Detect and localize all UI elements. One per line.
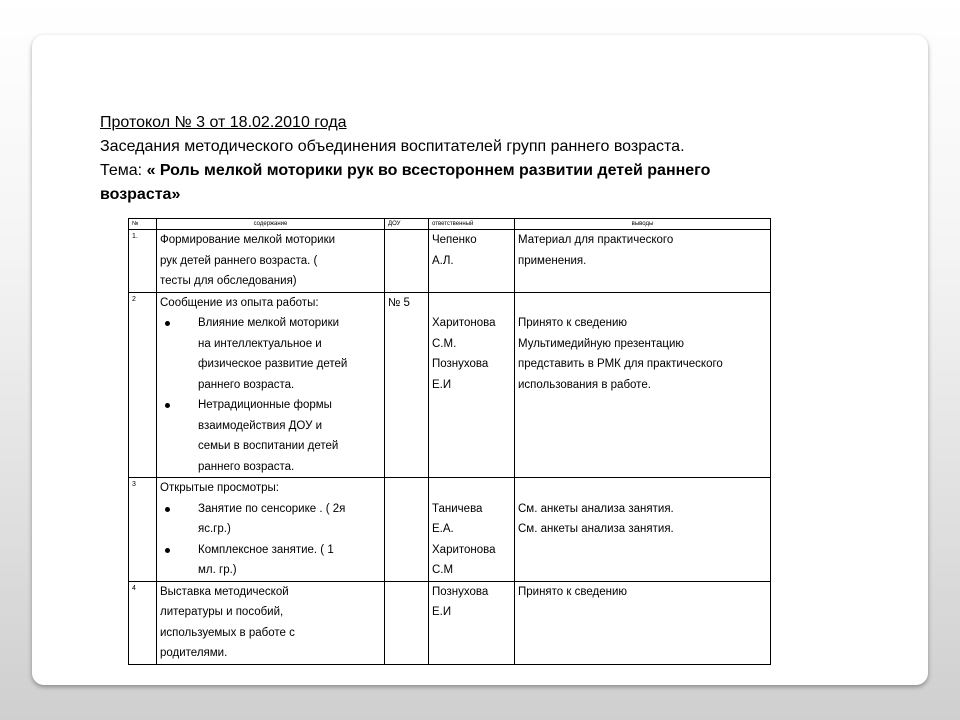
responsible-line: Харитонова	[432, 317, 496, 329]
bullet-line: физическое развитие детей	[198, 358, 348, 370]
conclusion-line: Мультимедийную презентацию	[518, 337, 685, 350]
bullet-line: мл. гр.)	[198, 564, 237, 576]
bullet-icon	[165, 548, 170, 553]
bullet-line: Занятие по сенсорике . ( 2я	[198, 502, 346, 515]
bullet-line: Влияние мелкой моторики	[198, 317, 340, 329]
table-row	[129, 581, 771, 664]
content-line: Формирование мелкой моторики	[160, 234, 336, 246]
table-row	[129, 292, 771, 478]
bullet-list	[160, 499, 381, 581]
responsible-line: Е.И	[432, 378, 452, 391]
responsible-line: Е.И	[432, 606, 452, 618]
bullet-icon	[165, 321, 170, 326]
responsible-line: С.М.	[432, 337, 457, 350]
content-intro: Сообщение из опыта работы:	[160, 296, 319, 309]
content-line: тесты для обследования)	[160, 275, 297, 287]
row-responsible	[429, 292, 515, 478]
topic-text-1: « Роль мелкой моторики рук во всестороннем развитии детей раннего	[146, 162, 711, 179]
protocol-table	[128, 218, 771, 665]
row-content	[157, 230, 385, 293]
topic-prefix: Тема:	[100, 162, 147, 179]
header-num: №	[129, 219, 157, 230]
list-item	[160, 540, 381, 581]
list-item	[160, 395, 381, 477]
bullet-line: семьи в воспитании детей	[198, 440, 339, 452]
conclusion-line: Принято к сведению	[518, 585, 627, 598]
responsible-line: Е.А.	[432, 523, 454, 535]
content-line: Выставка методической	[160, 585, 289, 598]
row-conclusions	[515, 581, 771, 664]
row-number: 2	[129, 292, 157, 478]
header-content: содержание	[157, 219, 385, 230]
topic-line	[100, 159, 860, 183]
row-conclusions	[515, 292, 771, 478]
row-dou	[385, 230, 429, 293]
conclusion-line: См. анкеты анализа занятия.	[518, 523, 674, 535]
row-responsible	[429, 581, 515, 664]
responsible-line: С.М	[432, 564, 454, 576]
content-line: рук детей раннего возраста. (	[160, 254, 318, 267]
bullet-line: Комплексное занятие. ( 1	[198, 543, 334, 556]
row-number: 1.	[129, 230, 157, 293]
table-header-row	[129, 219, 771, 230]
responsible-line: Познухова	[432, 585, 489, 598]
bullet-line: взаимодействия ДОУ и	[198, 419, 323, 432]
conclusion-line: См. анкеты анализа занятия.	[518, 502, 674, 515]
row-responsible	[429, 230, 515, 293]
header-conclusions: выводы	[515, 219, 771, 230]
row-content	[157, 478, 385, 582]
row-conclusions	[515, 478, 771, 582]
table-row	[129, 478, 771, 582]
bullet-line: яс.гр.)	[198, 523, 231, 535]
row-dou	[385, 478, 429, 582]
header-dou: ДОУ	[385, 219, 429, 230]
list-item	[160, 499, 381, 540]
list-item	[160, 313, 381, 395]
responsible-line: Познухова	[432, 358, 489, 370]
row-content	[157, 292, 385, 478]
spacer	[518, 293, 767, 314]
responsible-line: Харитонова	[432, 543, 496, 556]
responsible-line: А.Л.	[432, 254, 454, 267]
bullet-line: раннего возраста.	[198, 460, 295, 473]
content-line: литературы и пособий,	[160, 606, 284, 618]
protocol-title: Протокол № 3 от 18.02.2010 года	[100, 114, 347, 131]
content-line: родителями.	[160, 647, 228, 659]
content-intro: Открытые просмотры:	[160, 482, 279, 494]
conclusion-line: Принято к сведению	[518, 317, 627, 329]
content-line: используемых в работе с	[160, 626, 295, 639]
bullet-icon	[165, 507, 170, 512]
conclusion-line: применения.	[518, 254, 587, 267]
responsible-line: Чепенко	[432, 234, 477, 246]
row-number: 4	[129, 581, 157, 664]
row-content	[157, 581, 385, 664]
topic-text-2: возраста»	[100, 186, 181, 203]
spacer	[432, 478, 511, 499]
bullet-line: Нетрадиционные формы	[198, 399, 332, 411]
table-row	[129, 230, 771, 293]
meeting-title: Заседания методического объединения воспитателей групп раннего возраста.	[100, 138, 685, 155]
responsible-line: Таничева	[432, 502, 483, 515]
bullet-line: раннего возраста.	[198, 378, 295, 391]
row-conclusions	[515, 230, 771, 293]
bullet-icon	[165, 403, 170, 408]
header-responsible: ответственный	[429, 219, 515, 230]
spacer	[432, 293, 511, 314]
bullet-list	[160, 313, 381, 477]
bullet-line: на интеллектуальное и	[198, 337, 322, 350]
row-dou	[385, 581, 429, 664]
spacer	[518, 478, 767, 499]
row-responsible	[429, 478, 515, 582]
row-dou: № 5	[385, 292, 429, 478]
document-header	[100, 111, 860, 207]
conclusion-line: Материал для практического	[518, 234, 674, 246]
conclusion-line: представить в РМК для практического	[518, 358, 723, 370]
row-number: 3	[129, 478, 157, 582]
conclusion-line: использования в работе.	[518, 378, 651, 391]
